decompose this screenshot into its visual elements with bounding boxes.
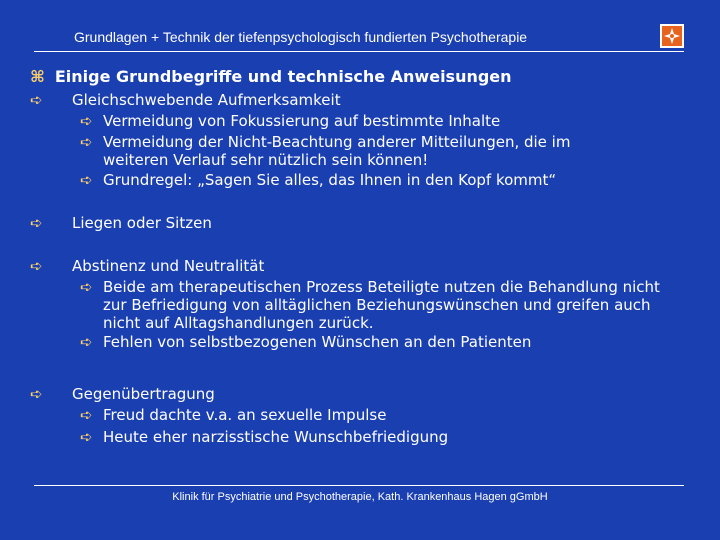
slide-heading <box>30 67 512 86</box>
list-item-text: Abstinenz und Neutralität <box>72 257 265 275</box>
footer-text: Klinik für Psychiatrie und Psychotherapie, Kath. Krankenhaus Hagen gGmbH <box>172 491 548 503</box>
list-item-text: Liegen oder Sitzen <box>72 214 212 232</box>
hollow-arrow-icon: ➪ <box>30 385 43 403</box>
command-symbol-icon: ⌘ <box>30 67 45 86</box>
list-item-text: Heute eher narzisstische Wunschbefriedigung <box>103 428 449 446</box>
clinic-logo-icon <box>660 24 684 48</box>
hollow-arrow-icon: ➪ <box>80 278 93 296</box>
hollow-arrow-icon: ➪ <box>80 428 93 446</box>
header-title: Grundlagen + Technik der tiefenpsychologisch fundierten Psychotherapie <box>74 29 528 45</box>
list-item <box>80 171 670 189</box>
list-item-text: Grundregel: „Sagen Sie alles, das Ihnen in den Kopf kommt“ <box>103 171 557 189</box>
header-divider <box>34 51 684 52</box>
hollow-arrow-icon: ➪ <box>80 406 93 424</box>
list-item-text: Vermeidung der Nicht-Beachtung anderer Mitteilungen, die im weiteren Verlauf sehr nützlich sein können! <box>103 133 571 169</box>
hollow-arrow-icon: ➪ <box>30 91 43 109</box>
list-item-text: Gegenübertragung <box>72 385 215 403</box>
list-item-text: Beide am therapeutischen Prozess Beteiligte nutzen die Behandlung nicht zur Befriedigung von alltäglichen Beziehungswünschen und greifen auch nicht auf Alltagshandlungen zurück. <box>103 278 660 332</box>
hollow-arrow-icon: ➪ <box>80 333 93 351</box>
hollow-arrow-icon: ➪ <box>80 112 93 130</box>
list-item <box>80 333 670 351</box>
hollow-arrow-icon: ➪ <box>80 171 93 189</box>
list-item <box>80 278 670 332</box>
list-item-text: Vermeidung von Fokussierung auf bestimmte Inhalte <box>103 112 501 130</box>
list-item-text: Fehlen von selbstbezogenen Wünschen an den Patienten <box>103 333 532 351</box>
list-item <box>80 112 670 130</box>
list-item <box>80 428 670 446</box>
list-item-text: Freud dachte v.a. an sexuelle Impulse <box>103 406 387 424</box>
list-item <box>80 406 670 424</box>
list-item-text: Gleichschwebende Aufmerksamkeit <box>72 91 341 109</box>
hollow-arrow-icon: ➪ <box>30 214 43 232</box>
list-item <box>80 133 620 169</box>
heading-text: Einige Grundbegriffe und technische Anweisungen <box>54 67 512 86</box>
footer-divider <box>34 485 684 486</box>
hollow-arrow-icon: ➪ <box>30 257 43 275</box>
hollow-arrow-icon: ➪ <box>80 133 93 151</box>
